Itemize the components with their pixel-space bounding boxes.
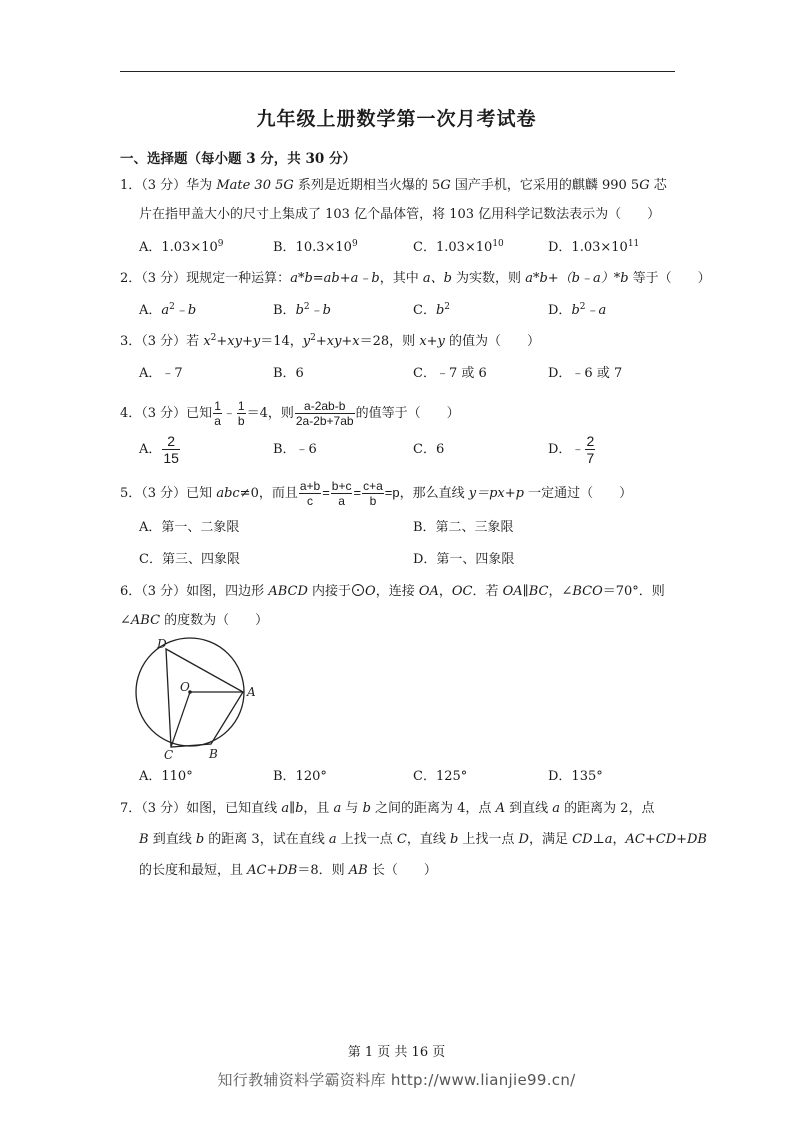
q1-option-d[interactable]: D．$1.03\times 10^{11}$: [548, 239, 640, 255]
q1-t1: 系列是近期相当火爆的 5: [293, 178, 441, 193]
question-7-line-1: 7．（3 分）如图，已知直线 a∥b，且 a 与 b 之间的距离为 4，点 A 到直线 a 的距离为 2，点: [120, 801, 655, 816]
q5-option-d[interactable]: D．第一、四象限: [413, 552, 515, 567]
page-title: 九年级上册数学第一次月考试卷: [256, 108, 537, 130]
q2-option-a[interactable]: A．$a^2﹣b$: [139, 302, 197, 318]
question-4: 4．（3 分）已知 $\frac{1}{a}$ ﹣ $\frac{1}{b}$ ＝4，则 $\frac{a-2ab-b}{2a-2b+7ab}$ 的值等于（ ）: [120, 399, 460, 428]
question-6-line-2: ∠ABC 的度数为（ ）: [120, 613, 269, 628]
q4-frac-1: $\frac{1}{a}$: [214, 399, 221, 428]
q1-option-a[interactable]: A．$1.03\times 10^9$: [139, 239, 224, 255]
q4-option-a[interactable]: A． $\frac{2}{15}$: [139, 433, 179, 466]
q1-prefix: 1．（3 分）华为: [120, 178, 217, 193]
q4-frac-2: $\frac{1}{b}$: [237, 399, 245, 428]
q3-option-d[interactable]: D．﹣6 或 7: [548, 366, 623, 381]
q5-option-b[interactable]: B．第二、三象限: [413, 520, 514, 535]
quadrilateral-abcd: [166, 649, 243, 747]
q1-g2: G: [639, 178, 650, 193]
q6-option-c[interactable]: C．125°: [413, 769, 468, 784]
q2-option-c[interactable]: C．$b^2$: [413, 302, 451, 318]
q4-option-b[interactable]: B．﹣6: [273, 442, 317, 457]
q6-option-b[interactable]: B．120°: [273, 769, 327, 784]
q1-option-b[interactable]: B．$10.3\times 10^9$: [273, 239, 358, 255]
q3-option-b[interactable]: B．6: [273, 366, 304, 381]
q4-option-d[interactable]: D．﹣ $\frac{2}{7}$: [548, 433, 595, 466]
page-number: 第 1 页 共 16 页: [347, 1045, 446, 1060]
q6-option-d[interactable]: D．135°: [548, 769, 603, 784]
label-o: O: [180, 680, 190, 694]
question-7-line-3: 的长度和最短，且 AC+DB＝8．则 AB 长（ ）: [139, 863, 437, 878]
question-1-line-1: [120, 177, 667, 195]
q6-circle-figure: [128, 634, 263, 764]
label-c: C: [164, 748, 174, 762]
q2-option-d[interactable]: D．$b^2﹣a$: [548, 302, 607, 318]
q1-mate: Mate 30 5G: [216, 178, 294, 193]
header-rule: [120, 71, 675, 72]
question-5: 5．（3 分）已知 abc≠0，而且 $\frac{a+b}{c}$ = $\frac{b+c}{a}$ = $\frac{c+a}{b}$ =p，那么直线 y＝px+p 一定通过（ ）: [120, 479, 633, 508]
q5-option-a[interactable]: A．第一、二象限: [139, 520, 240, 535]
label-d: D: [157, 637, 167, 651]
q2-option-b[interactable]: B．$b^2﹣b$: [273, 302, 331, 318]
question-3: 3．（3 分）若 $x^2+xy+y=14$，$y^2+xy+x=28$，则 x+y 的值为（ ）: [120, 333, 541, 349]
q1-option-c[interactable]: C．$1.03\times 10^{10}$: [413, 239, 504, 255]
q3-option-a[interactable]: A．﹣7: [139, 366, 183, 381]
section-heading: 一、选择题（每小题 3 分，共 30 分）: [120, 151, 356, 167]
q1-g1: G: [440, 178, 451, 193]
q1-t3: 芯: [649, 178, 667, 193]
q4-frac-3: $\frac{a-2ab-b}{2a-2b+7ab}$: [295, 399, 354, 428]
question-7-line-2: B 到直线 b 的距离 3，试在直线 a 上找一点 C，直线 b 上找一点 D，满足 CD⊥a，AC+CD+DB: [139, 832, 707, 847]
circle-dot-symbol: [352, 584, 364, 596]
q5-option-c[interactable]: C．第三、四象限: [139, 552, 240, 567]
question-6-line-1: 6．（3 分）如图，四边形 ABCD 内接于 O，连接 OA，OC．若 OA∥BC，∠BCO＝70°．则: [120, 584, 665, 599]
question-2: 2．（3 分）现规定一种运算：a*b=ab+a﹣b，其中 a、b 为实数，则 a*b+（b﹣a）*b 等于（ ）: [120, 271, 711, 286]
question-1-line-2: 片在指甲盖大小的尺寸上集成了 103 亿个晶体管，将 103 亿用科学记数法表示为（ ）: [139, 207, 661, 222]
q3-option-c[interactable]: C．﹣7 或 6: [413, 366, 487, 381]
q4-option-c[interactable]: C．6: [413, 442, 445, 457]
q1-t2: 国产手机，它采用的麒麟 990 5: [450, 178, 640, 193]
segment-oc: [171, 692, 190, 747]
label-b: B: [209, 747, 218, 761]
label-a: A: [247, 685, 256, 699]
q6-option-a[interactable]: A．110°: [139, 769, 193, 784]
watermark-link[interactable]: 知行教辅资料学霸资料库 http://www.lianjie99.cn/: [217, 1071, 576, 1089]
